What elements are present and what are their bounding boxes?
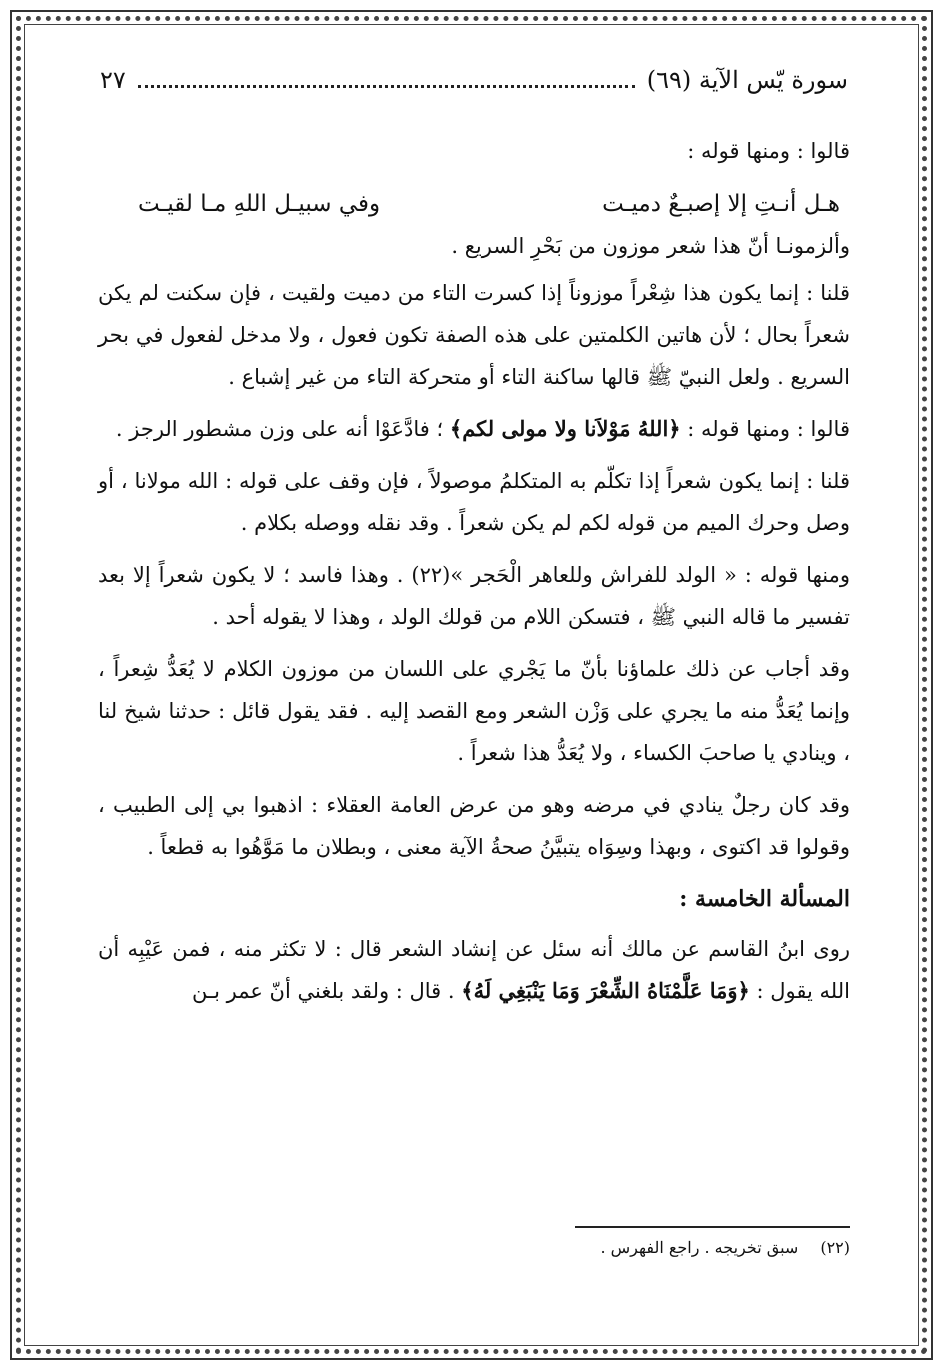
- paragraph-8-start: روى ابنُ القاسم عن مالك أنه سئل عن إنشاد الشعر قال : لا تكثر منه ، فمن عَيْبِه أن الله يقول :: [98, 937, 850, 1003]
- paragraph-1: قالوا : ومنها قوله :: [687, 139, 850, 163]
- footnote-separator: [575, 1226, 850, 1228]
- header-dot-leader: [138, 73, 635, 88]
- paragraph-8-end: . قال : ولقد بلغني أنّ عمر بـن: [191, 979, 462, 1003]
- verse-line-1: [98, 182, 850, 226]
- quran-quote-1: ﴿اللهُ مَوْلاَنا ولا مولى لكم﴾: [449, 416, 681, 441]
- paragraph-5: ومنها قوله : « الولد للفراش وللعاهر الْحَجر »(٢٢) . وهذا فاسد ؛ لا يكون شعراً إلا بعد تفسير ما قاله النبي ﷺ ، فتسكن اللام من قولك الولد ، وهذا لا يقوله أحد .: [98, 563, 850, 629]
- running-header: [100, 60, 848, 100]
- footnote-text: سبق تخريجه . راجع الفهرس .: [600, 1238, 799, 1257]
- poetry-verse: [98, 182, 850, 266]
- paragraph-3-start: قالوا : ومنها قوله :: [680, 417, 850, 441]
- paragraph-3: [98, 408, 850, 450]
- quran-quote-2: ﴿وَمَا عَلَّمْنَاهُ الشِّعْرَ وَمَا يَنْبَغِي لَهُ﴾: [461, 978, 750, 1003]
- footnote-number: (٢٢): [820, 1238, 850, 1257]
- page-number: ٢٧: [100, 66, 126, 94]
- paragraph-7: وقد كان رجلٌ ينادي في مرضه وهو من عرض العامة العقلاء : اذهبوا بي إلى الطبيب ، وقولوا قد اكتوى ، وبهذا وسِوَاه يتبيَّنُ صحةُ الآية معنى ، وبطلان ما مَوَّهُوا به قطعاً .: [98, 793, 850, 859]
- verse-hemistich-1: هـل أنـتِ إلا إصبـعٌ دميـت: [602, 191, 840, 217]
- verse-hemistich-2: وفي سبيـل اللهِ مـا لقيـت: [138, 191, 381, 217]
- paragraph-3-end: ؛ فادَّعَوْا أنه على وزن مشطور الرجز .: [115, 417, 450, 441]
- page-body: [98, 130, 850, 1022]
- section-heading: المسألة الخامسة :: [679, 886, 850, 912]
- paragraph-4: قلنا : إنما يكون شعراً إذا تكلّم به المتكلمُ موصولاً ، فإن وقف على قوله : الله مولانا ، أو وصل وحرك الميم من قوله لكم لم يكن شعراً . وقد نقله ووصله بكلام .: [98, 469, 850, 535]
- paragraph-2: قلنا : إنما يكون هذا شِعْراً موزوناً إذا كسرت التاء من دميت ولقيت ، فإن سكنت لم يكن شعراً بحال ؛ لأن هاتين الكلمتين على هذه الصفة تكون فعول ، ولا مدخل لفعول في بحر السريع . ولعل النبيّ ﷺ قالها ساكنة التاء أو متحركة التاء من غير إشباع .: [98, 281, 850, 389]
- surah-title: سورة يّس الآية (٦٩): [646, 66, 848, 94]
- footnote: [600, 1238, 850, 1257]
- paragraph-6: وقد أجاب عن ذلك علماؤنا بأنّ ما يَجْري على اللسان من موزون الكلام لا يُعَدُّ شِعراً ، وإنما يُعَدُّ منه ما يجري على وَزْن الشعر ومع القصد إليه . فقد يقول قائل : حدثنا شيخ لنا ، وينادي يا صاحبَ الكساء ، ولا يُعَدُّ هذا شعراً .: [98, 657, 850, 765]
- verse-line-2: وألزمونـا أنّ هذا شعر موزون من بَحْرِ السريع .: [451, 234, 850, 258]
- paragraph-8: [98, 928, 850, 1012]
